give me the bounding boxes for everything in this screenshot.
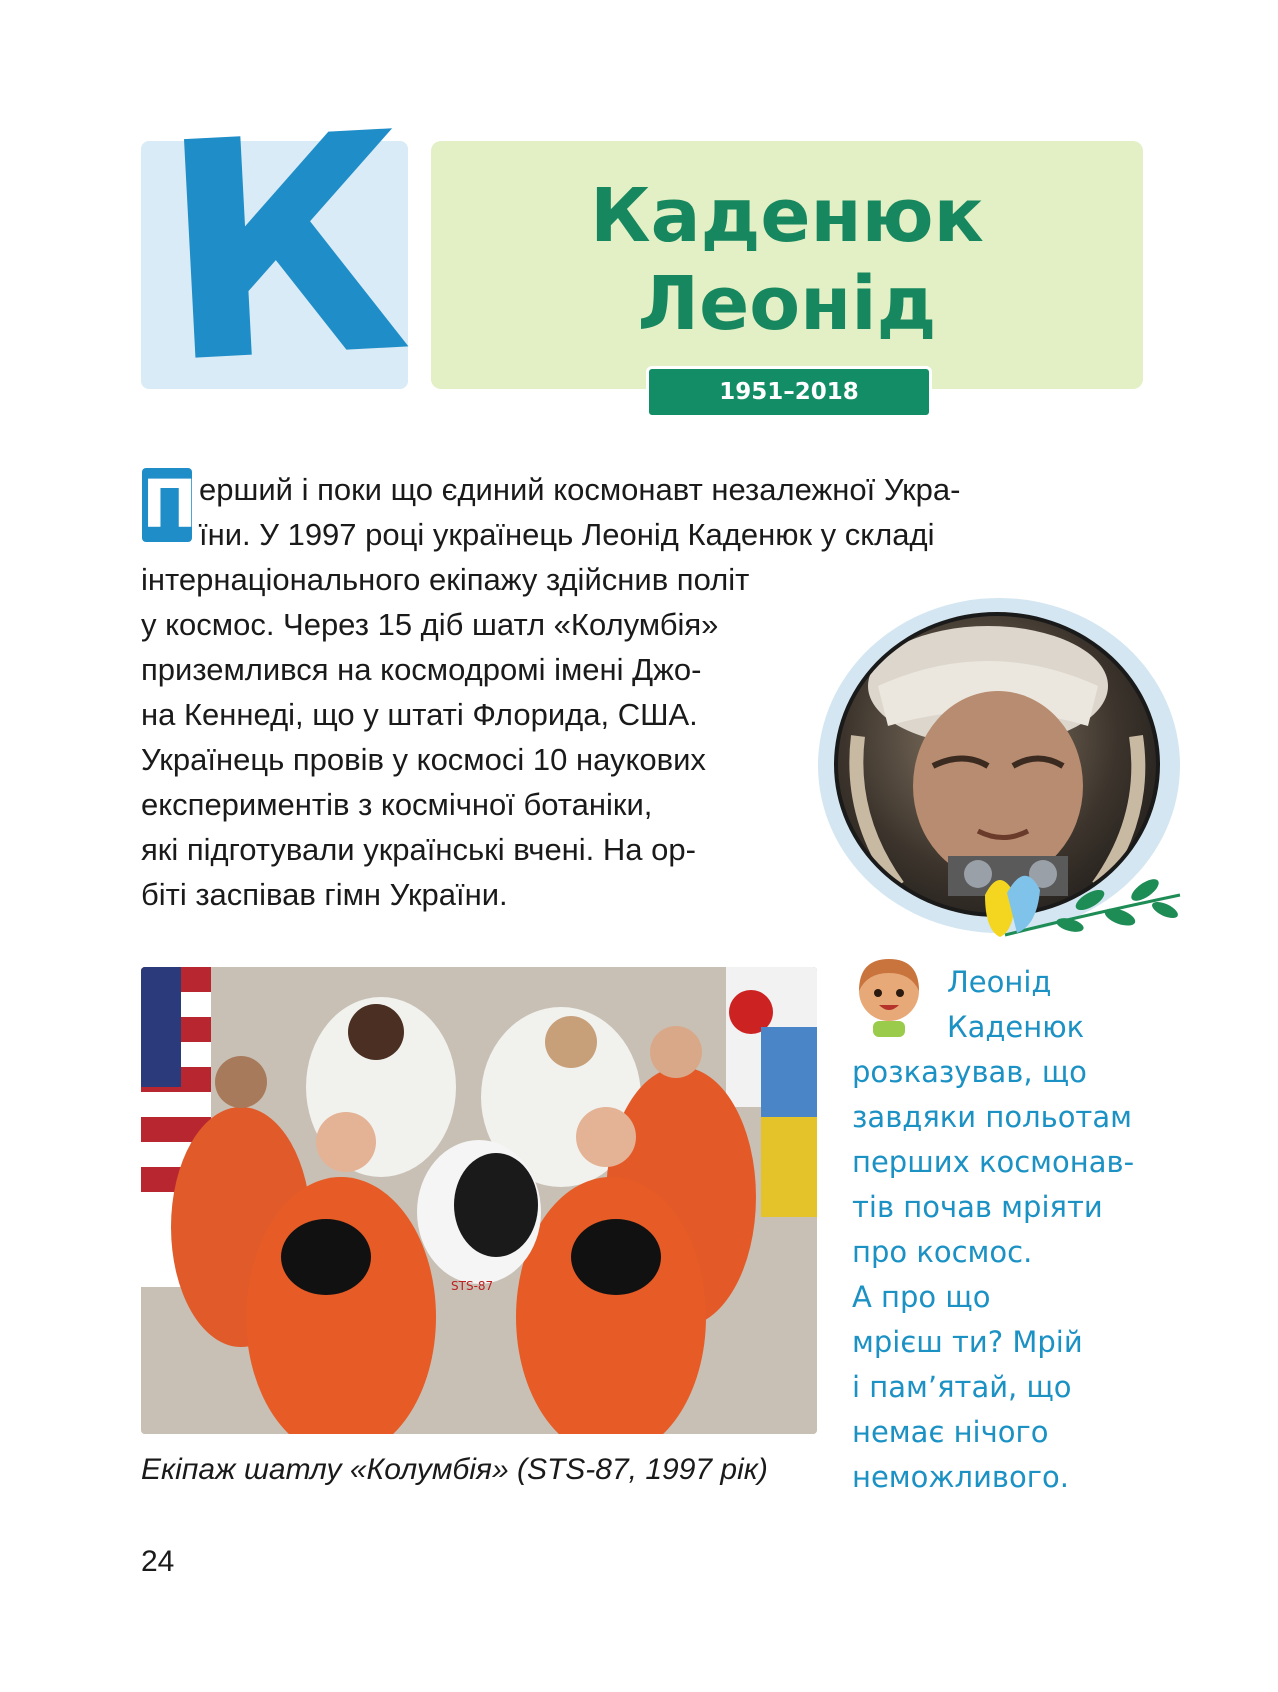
- crew-photo-illustration: [141, 967, 817, 1434]
- girl-avatar-icon: [851, 955, 927, 1037]
- article-line: приземлився на космодромі імені Джо-: [141, 652, 702, 687]
- article-line: Українець провів у космосі 10 наукових: [141, 742, 706, 777]
- article-line: їни. У 1997 році українець Леонід Каденюк у складі: [199, 517, 935, 552]
- alphabet-letter: К: [153, 69, 407, 430]
- quote-line: тів почав мріяти: [852, 1190, 1103, 1224]
- quote-line: немає нічого: [852, 1415, 1049, 1449]
- life-dates-badge: 1951–2018: [646, 366, 932, 418]
- quote-line: завдяки польотам: [852, 1100, 1132, 1134]
- crew-photo: [141, 967, 817, 1434]
- article-line: ерший і поки що єдиний космонавт незалежної Укра-: [199, 472, 961, 507]
- quote-line: розказував, що: [852, 1055, 1087, 1089]
- mission-patch-label: STS-87: [451, 1279, 494, 1293]
- quote-line: Каденюк: [947, 1010, 1085, 1044]
- page-title: [431, 172, 1143, 348]
- quote-line: мрієш ти? Мрій: [852, 1325, 1083, 1359]
- drop-cap: П: [142, 466, 198, 543]
- page-number: 24: [141, 1545, 175, 1578]
- quote-line: перших космонав-: [852, 1145, 1135, 1179]
- title-line-1: Каденюк: [590, 173, 984, 259]
- article-line: на Кеннеді, що у штаті Флорида, США.: [141, 697, 698, 732]
- quote-line: неможливого.: [852, 1460, 1069, 1494]
- quote-line: про космос.: [852, 1235, 1033, 1269]
- article-line: експериментів з космічної ботаніки,: [141, 787, 653, 822]
- quote-line: і пам’ятай, що: [852, 1370, 1072, 1404]
- article-line: які підготували українські вчені. На ор-: [141, 832, 696, 867]
- article-line: біті заспівав гімн України.: [141, 877, 508, 912]
- quote-line: А про що: [852, 1280, 991, 1314]
- photo-caption: Екіпаж шатлу «Колумбія» (STS-87, 1997 рік): [141, 1453, 768, 1486]
- article-line: інтернаціонального екіпажу здійснив політ: [141, 562, 750, 597]
- quote-line: Леонід: [947, 965, 1052, 999]
- article-line: у космос. Через 15 діб шатл «Колумбія»: [141, 607, 719, 642]
- flower-decoration-icon: [975, 855, 1185, 950]
- title-line-2: Леонід: [637, 261, 937, 347]
